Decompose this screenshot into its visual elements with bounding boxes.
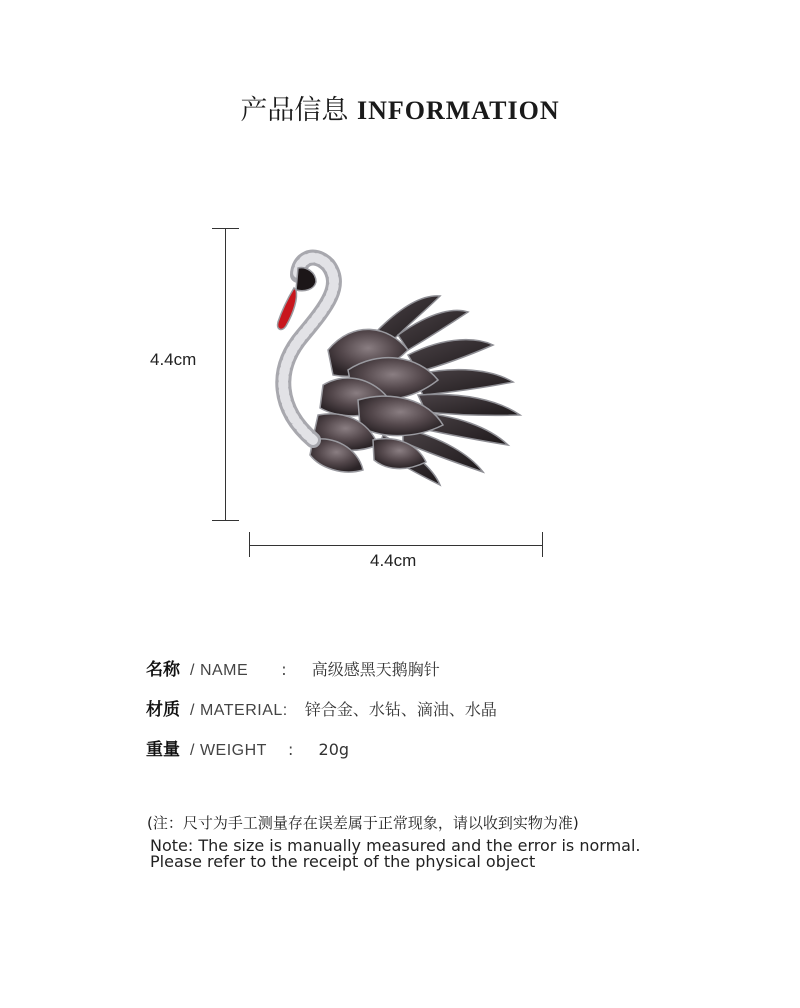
spec-weight-key-cn: 重量 [146,740,180,760]
spec-material-key-cn: 材质 [146,700,180,720]
page-title-en: INFORMATION [356,96,560,125]
spec-row-weight [146,735,349,760]
note-cn: (注：尺寸为手工测量存在误差属于正常现象，请以收到实物为准) [147,814,579,832]
width-dimension-line [249,545,543,546]
spec-row-material [146,695,497,720]
spec-weight-value: 20g [318,740,350,759]
spec-material-key-en: MATERIAL: [199,702,288,719]
spec-material-value: 锌合金、水钻、滴油、水晶 [304,700,497,719]
note-en-line1: Note: The size is manually measured and the error is normal. [150,836,641,855]
note-en [150,838,640,870]
height-dimension-line [225,228,226,520]
spec-weight-colon: : [288,740,294,759]
width-dimension-cap-right [542,532,543,557]
page-title-cn: 产品信息 [240,95,349,126]
spec-name-value: 高级感黑天鹅胸针 [311,660,440,679]
spec-name-key-cn: 名称 [146,660,180,680]
width-dimension-label: 4.4cm [370,551,417,570]
spec-weight-key-en: WEIGHT [199,742,267,759]
spec-weight-sep: / [190,742,195,759]
note-en-line2: Please refer to the receipt of the physical object [150,852,536,871]
spec-name-sep: / [190,662,195,679]
page-title [0,88,800,127]
spec-material-sep: / [190,702,195,719]
spec-name-colon: : [281,660,287,679]
spec-name-key-en: NAME [199,662,249,679]
black-swan-brooch-icon [258,240,548,500]
height-dimension-label: 4.4cm [150,350,197,369]
spec-row-name [146,655,440,680]
height-dimension-cap-bottom [212,520,239,521]
